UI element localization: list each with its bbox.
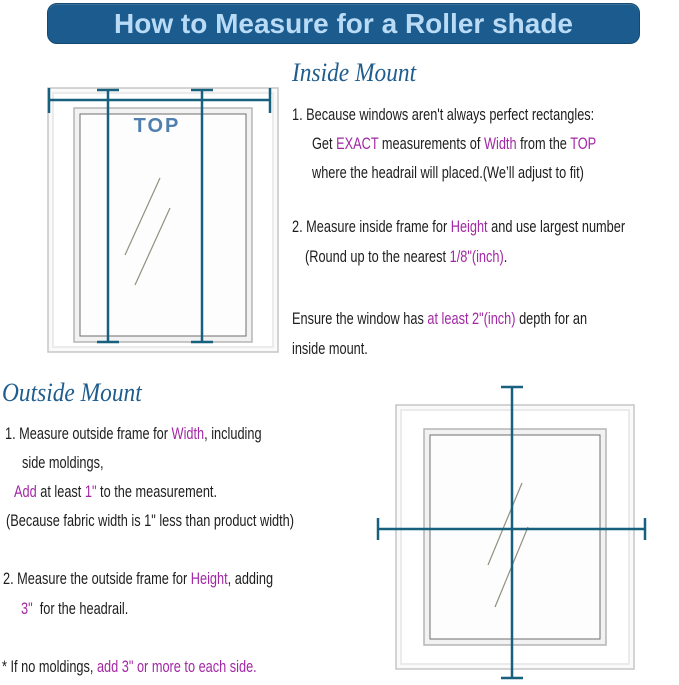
title-banner (47, 3, 640, 44)
inside-step1-line2: Get EXACT measurements of Width from the TOP (312, 134, 597, 153)
outside-step1-line2: side moldings, (22, 453, 104, 472)
page-title: How to Measure for a Roller shade (114, 7, 573, 39)
outside-step2-line2: 3" for the headrail. (21, 599, 129, 618)
outside-step1-line4: (Because fabric width is 1" less than product width) (6, 511, 294, 530)
inside-note-line1: Ensure the window has at least 2"(inch) depth for an (292, 309, 588, 328)
top-label: TOP (133, 115, 181, 137)
inside-mount-heading: Inside Mount (292, 58, 417, 87)
inside-step2-line1: 2. Measure inside frame for Height and use largest number (292, 217, 626, 236)
outside-step1-line1: 1. Measure outside frame for Width, including (5, 424, 262, 443)
outside-footnote: * If no moldings, add 3" or more to each side. (2, 657, 257, 676)
inside-note-line2: inside mount. (292, 339, 368, 358)
outside-step1-line3: Add at least 1" to the measurement. (14, 482, 217, 501)
outside-mount-window-illustration (370, 375, 655, 685)
window-frame (396, 405, 634, 669)
inside-mount-window-illustration (30, 80, 280, 360)
inside-step2-line2: (Round up to the nearest 1/8"(inch). (305, 247, 508, 266)
inside-step1-line1: 1. Because windows aren't always perfect rectangles: (292, 105, 595, 124)
outside-mount-heading: Outside Mount (2, 378, 142, 407)
inside-step1-line3: where the headrail will placed.(We’ll adjust to fit) (312, 163, 584, 182)
outside-step2-line1: 2. Measure the outside frame for Height, adding (3, 569, 274, 588)
